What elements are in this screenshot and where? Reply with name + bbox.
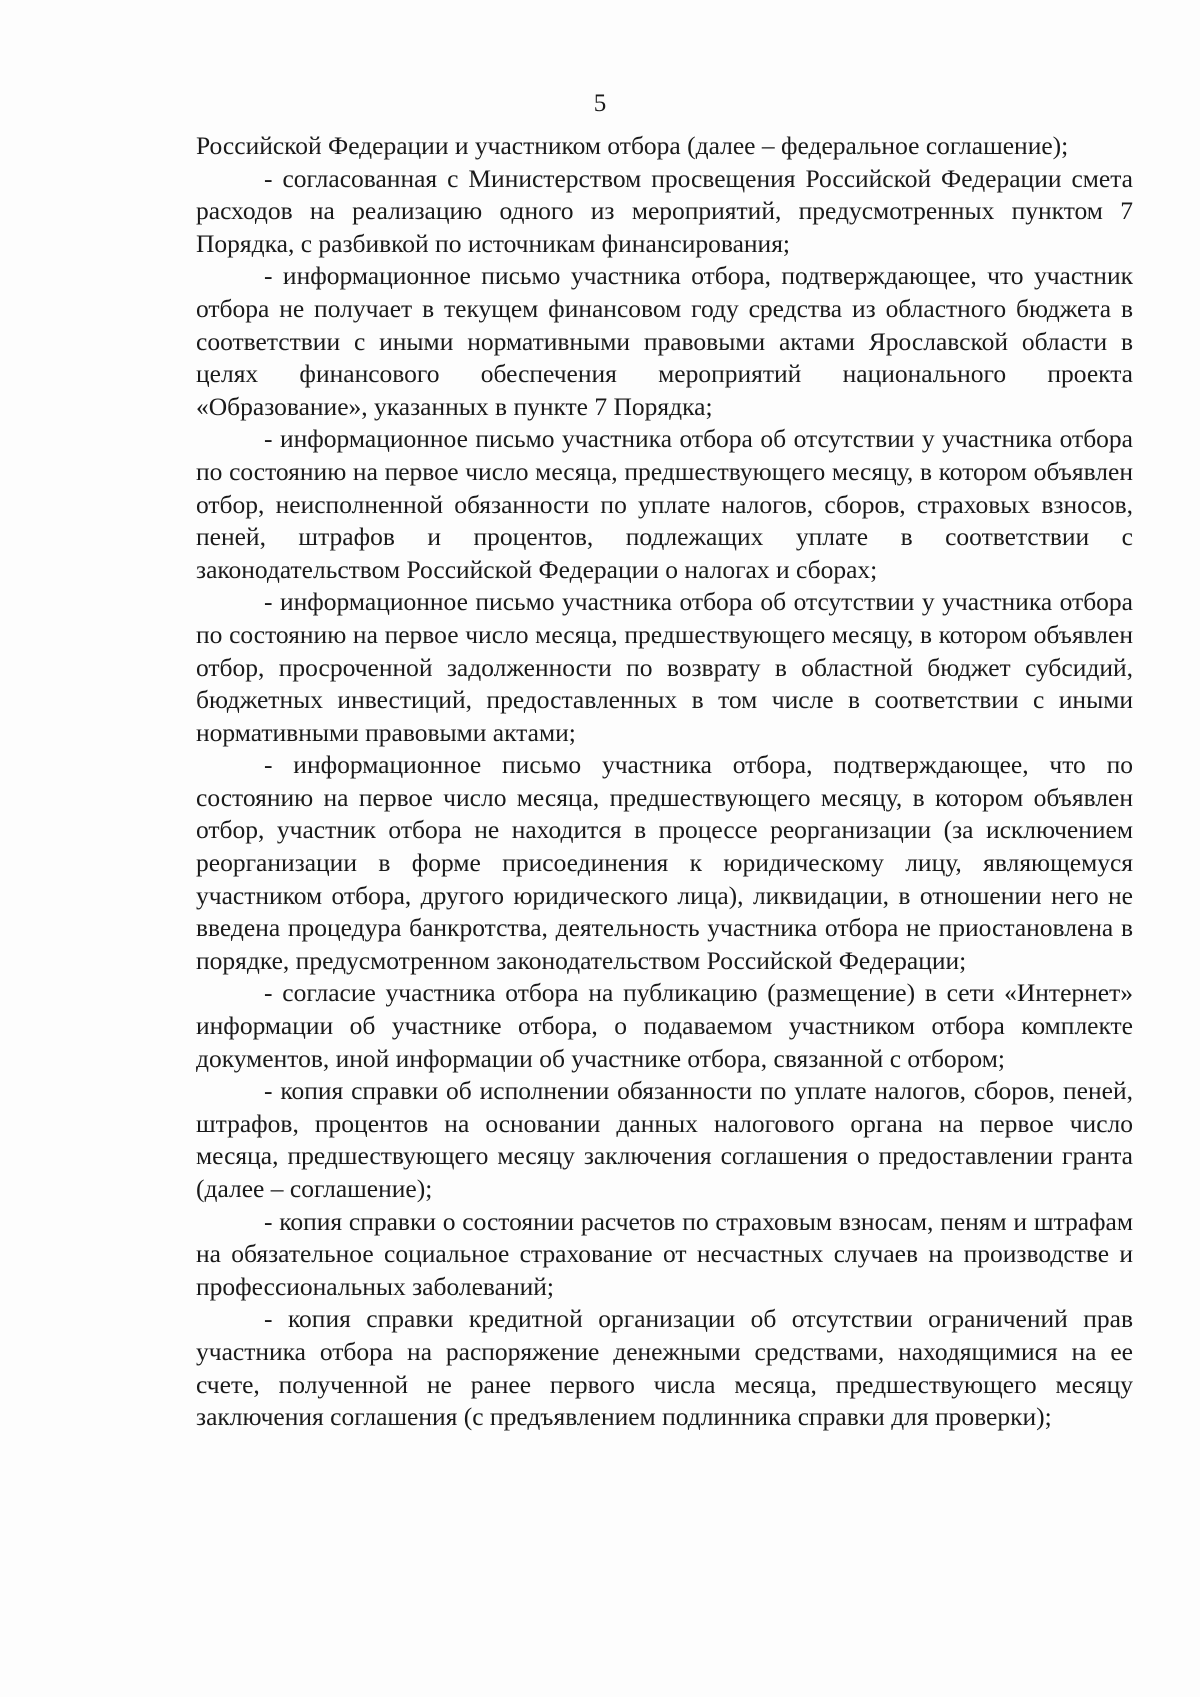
document-body — [196, 130, 1133, 1434]
paragraph-bank-certificate-copy: - копия справки кредитной организации об отсутствии ограничений прав участника отбора на распоряжение денежными средствами, находящимися на ее счете, полученной не ранее первого числа месяца, предшествующего месяцу заключения соглашения (с предъявлением подлинника справки для проверки); — [196, 1304, 1133, 1432]
paragraph-continuation: Российской Федерации и участником отбора (далее – федеральное соглашение); — [196, 131, 1069, 160]
paragraph-cost-estimate: - согласованная с Министерством просвещения Российской Федерации смета расходов на реализацию одного из мероприятий, предусмотренных пунктом 7 Порядка, с разбивкой по источникам финансирования; — [196, 163, 1133, 258]
paragraph-insurance-certificate-copy: - копия справки о состоянии расчетов по страховым взносам, пеням и штрафам на обязательное социальное страхование от несчастных случаев на производстве и профессиональных заболеваний; — [196, 1206, 1133, 1301]
paragraph-no-regional-funds-letter: - информационное письмо участника отбора, подтверждающее, что участник отбора не получает в текущем финансовом году средства из областного бюджета в соответствии с иными нормативными правовыми актами Ярославской области в целях финансового обеспечения мероприятий национального проекта «Образование», указанных в пункте 7 Порядка; — [196, 261, 1133, 421]
paragraph-tax-certificate-copy: - копия справки об исполнении обязанности по уплате налогов, сборов, пеней, штрафов, процентов на основании данных налогового органа на первое число месяца, предшествующего месяцу заключения соглашения о предоставлении гранта (далее – соглашение); — [196, 1076, 1133, 1203]
paragraph-no-overdue-debt-letter: - информационное письмо участника отбора об отсутствии у участника отбора по состоянию на первое число месяца, предшествующего месяцу, в котором объявлен отбор, просроченной задолженности по возврату в областной бюджет субсидий, бюджетных инвестиций, предоставленных в том числе в соответствии с иными нормативными правовыми актами; — [196, 587, 1133, 747]
page-number: 5 — [593, 90, 607, 117]
paragraph-no-reorganization-letter: - информационное письмо участника отбора, подтверждающее, что по состоянию на первое число месяца, предшествующего месяцу, в котором объявлен отбор, участник отбора не находится в процессе реорганизации (за исключением реорганизации в форме присоединения к юридическому лицу, являющемуся участником отбора, другого юридического лица), ликвидации, в отношении него не введена процедура банкротства, деятельность участника отбора не приостановлена в порядке, предусмотренном законодательством Российской Федерации; — [196, 750, 1133, 975]
paragraph-no-tax-debt-letter: - информационное письмо участника отбора об отсутствии у участника отбора по состоянию на первое число месяца, предшествующего месяцу, в котором объявлен отбор, неисполненной обязанности по уплате налогов, сборов, страховых взносов, пеней, штрафов и процентов, подлежащих уплате в соответствии с законодательством Российской Федерации о налогах и сборах; — [196, 424, 1133, 584]
paragraph-publication-consent: - согласие участника отбора на публикацию (размещение) в сети «Интернет» информации об участнике отбора, о подаваемом участником отбора комплекте документов, иной информации об участнике отбора, связанной с отбором; — [196, 978, 1133, 1073]
